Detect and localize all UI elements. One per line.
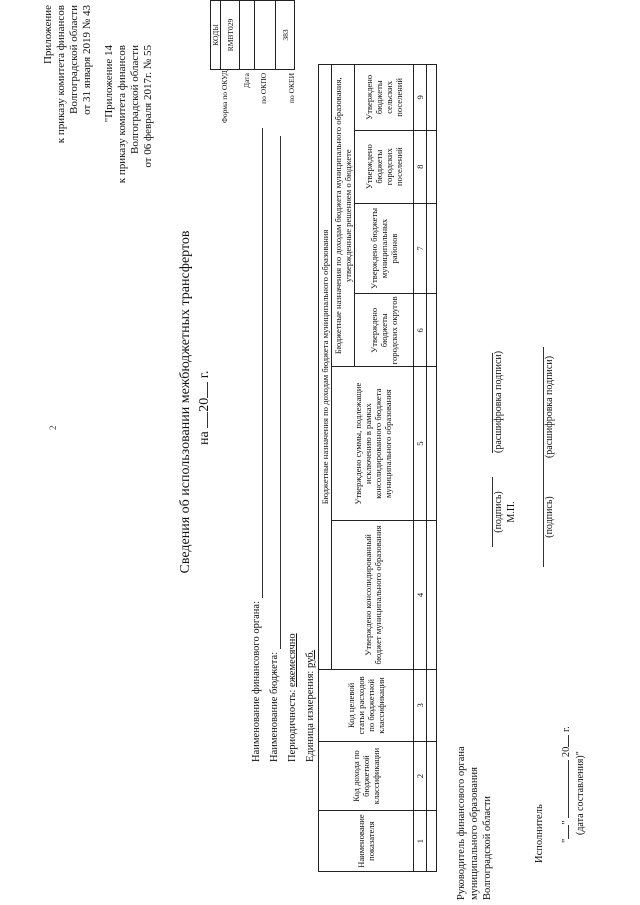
- data-cell: [427, 367, 437, 521]
- col-rural-settlements: Утверждено бюджеты сельских поселений: [355, 65, 414, 131]
- codes-label-okpo: по ОКПО: [259, 73, 268, 104]
- col-consolidated: Утверждено консолидированный бюджет муниципального образования: [332, 520, 414, 669]
- col-number: 4: [414, 520, 427, 669]
- meta-block: [250, 128, 322, 762]
- data-cell: [427, 130, 437, 203]
- data-cell: [427, 520, 437, 669]
- codes-value-okei: 383: [276, 1, 295, 70]
- budget-name-line: [280, 136, 281, 649]
- appendix-1-line1: Приложение: [42, 5, 54, 65]
- group-budget: Бюджетные назначения по доходам бюджета муниципального образования, утвержденные решением о бюджете: [332, 65, 355, 367]
- finance-body-line: [262, 128, 263, 598]
- col-number: 7: [414, 203, 427, 294]
- data-cell: [427, 294, 437, 367]
- col-indicator: Наименование показателя: [319, 811, 414, 872]
- head-decryption-caption: (расшифровка подписи): [493, 350, 504, 453]
- appendix-2-line2: к приказу комитета финансов: [116, 45, 128, 184]
- appendix-1-line2: к приказу комитета финансов: [55, 5, 67, 144]
- col-number: 1: [414, 811, 427, 872]
- meta-budget-name: Наименование бюджета:: [269, 651, 280, 762]
- head-signature-caption: (подпись): [493, 491, 504, 533]
- codes-label-okei: по ОКЕИ: [287, 73, 296, 104]
- appendix-1-line4: от 31 января 2019 № 43: [81, 5, 93, 115]
- executor-signature-caption: (подпись): [544, 496, 555, 538]
- codes-label-date: Дата: [242, 73, 251, 88]
- subtitle: [197, 371, 213, 445]
- meta-periodicity-label: Периодичность:: [287, 689, 298, 762]
- data-cell: [427, 669, 437, 741]
- data-cell: [427, 741, 437, 810]
- col-number: 8: [414, 130, 427, 203]
- col-expense-code: Код целевой статьи расходов по бюджетной классификации: [319, 669, 414, 741]
- col-sum-within: Утверждено суммы, подлежащие исключению в рамках консолидированного бюджета муниципального образования: [332, 367, 414, 521]
- col-urban-settlements: Утверждено бюджеты городских поселений: [355, 130, 414, 203]
- data-cell: [427, 811, 437, 872]
- meta-unit-label: Единица измерения:: [305, 670, 316, 762]
- data-cell: [427, 203, 437, 294]
- col-number: 6: [414, 294, 427, 367]
- date-quote-open: ": [561, 838, 572, 843]
- codes-header: КОДЫ: [211, 1, 221, 70]
- col-number: 3: [414, 669, 427, 741]
- mp-label: М.П.: [506, 501, 517, 523]
- appendix-2-line4: от 06 февраля 2017г. № 55: [142, 45, 154, 168]
- col-income-code: Код дохода по бюджетной классификации: [319, 741, 414, 810]
- date-year: 20: [561, 746, 572, 758]
- executor-label: Исполнитель: [534, 804, 545, 863]
- transfers-table: [318, 64, 437, 872]
- col-number: 9: [414, 65, 427, 131]
- appendix-1: [42, 5, 94, 143]
- codes-value-okpo: [255, 1, 276, 70]
- head-line2: муниципального образования: [469, 767, 480, 900]
- meta-finance-body: Наименование финансового органа:: [251, 601, 262, 762]
- subtitle-year: 20: [197, 397, 212, 412]
- page-title: Сведения об использовании межбюджетных трансфертов: [178, 230, 193, 574]
- executor-decryption-caption: (расшифровка подписи): [544, 355, 555, 459]
- appendix-1-line3: Волгоградской области: [68, 5, 80, 114]
- appendix-2-line1: "Приложение 14: [103, 45, 115, 123]
- head-line3: Волгоградской области: [482, 795, 493, 900]
- meta-periodicity-value: ежемесячно: [287, 633, 298, 687]
- subtitle-prefix: на: [197, 431, 212, 445]
- codes-labels: [218, 70, 299, 123]
- group-income: Бюджетные назначения по доходам бюджета муниципального образования: [319, 65, 332, 670]
- data-cell: [427, 65, 437, 131]
- date-caption: (дата составления)": [575, 751, 586, 835]
- col-number: 5: [414, 367, 427, 521]
- col-number: 2: [414, 741, 427, 810]
- codes-value-date: [240, 1, 255, 70]
- appendix-2: [103, 45, 155, 183]
- col-urban-districts: Утверждено бюджеты городских округов: [355, 294, 414, 367]
- codes-label-okud: Форма по ОКУД: [220, 70, 229, 123]
- head-line1: Руководитель финансового органа: [456, 746, 467, 900]
- date-quote-close: ": [561, 820, 572, 825]
- codes-table: [210, 0, 295, 70]
- subtitle-suffix: г.: [197, 370, 212, 379]
- meta-unit-value: руб.: [305, 649, 316, 669]
- col-municipal-districts: Утверждено бюджеты муниципальных районов: [355, 203, 414, 294]
- date-line: [560, 726, 573, 843]
- codes-value-okud: RMBT029: [221, 1, 240, 70]
- head-signature-block: [455, 746, 494, 900]
- appendix-2-line3: Волгоградской области: [129, 45, 141, 154]
- page-mark: 2: [48, 425, 58, 430]
- date-suffix: г.: [561, 726, 572, 733]
